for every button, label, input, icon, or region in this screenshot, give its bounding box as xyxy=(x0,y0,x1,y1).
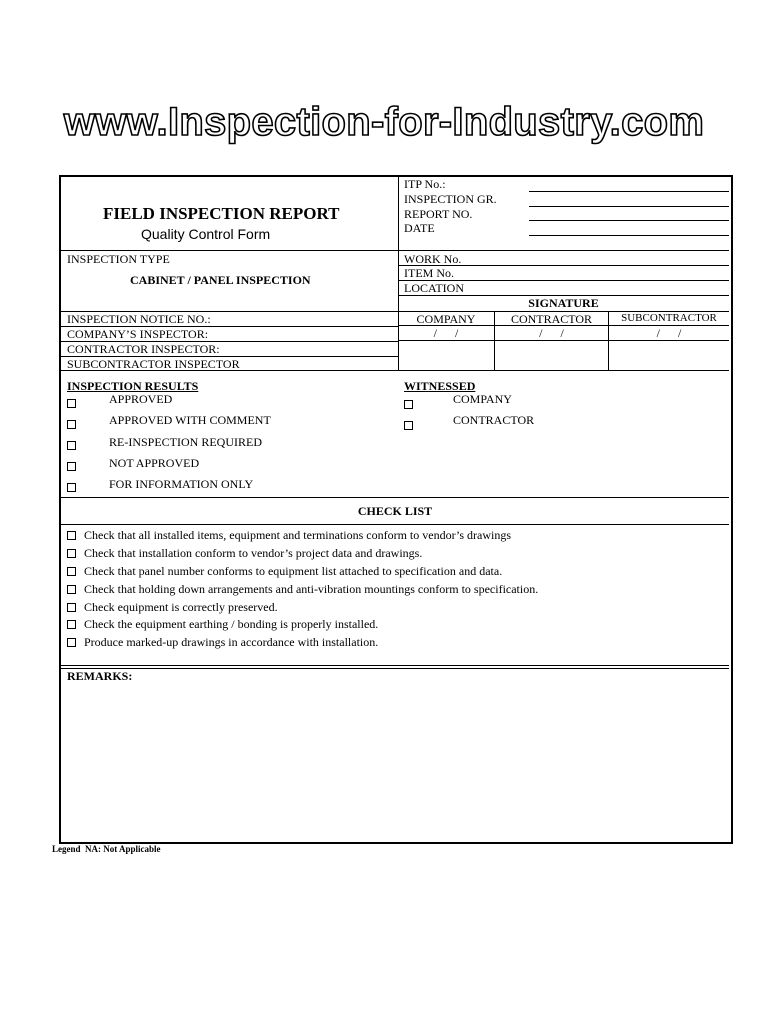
inspection-results-label: INSPECTION RESULTS xyxy=(67,379,199,393)
signature-divider-1 xyxy=(494,311,495,370)
signature-col-contractor: CONTRACTOR xyxy=(510,312,593,326)
signature-label: SIGNATURE xyxy=(528,296,599,310)
approved-label: APPROVED xyxy=(109,392,173,406)
checklist-item-7: Produce marked-up drawings in accordance with installation. xyxy=(84,635,379,649)
subcontractor-inspector-label: SUBCONTRACTOR INSPECTOR xyxy=(67,357,240,371)
checklist-top-line xyxy=(61,497,729,498)
form-title: FIELD INSPECTION REPORT xyxy=(103,204,340,223)
inspector-line-3 xyxy=(61,356,398,357)
company-signature-box[interactable] xyxy=(399,341,493,369)
inspector-line-1 xyxy=(61,326,398,327)
item-no-label: ITEM No. xyxy=(404,266,454,280)
checklist-checkbox-3[interactable] xyxy=(67,567,76,576)
approved-with-comment-checkbox[interactable] xyxy=(67,420,76,429)
location-label: LOCATION xyxy=(404,281,464,295)
subcontractor-signature-box[interactable] xyxy=(610,341,728,369)
witnessed-contractor-label: CONTRACTOR xyxy=(453,413,535,427)
remarks-area[interactable] xyxy=(62,686,728,838)
witnessed-company-checkbox[interactable] xyxy=(404,400,413,409)
work-no-label: WORK No. xyxy=(404,252,462,266)
for-information-label: FOR INFORMATION ONLY xyxy=(109,477,254,491)
checklist-header-line xyxy=(61,524,729,525)
checklist-checkbox-6[interactable] xyxy=(67,620,76,629)
approved-checkbox[interactable] xyxy=(67,399,76,408)
website-banner: www.Inspection-for-Industry.com xyxy=(63,100,705,144)
date-field[interactable] xyxy=(529,235,729,236)
signature-divider-2 xyxy=(608,311,609,370)
company-sign-date[interactable]: / / xyxy=(433,326,459,340)
remarks-top-line-1 xyxy=(61,665,729,666)
results-top-line xyxy=(61,370,729,371)
re-inspection-label: RE-INSPECTION REQUIRED xyxy=(109,435,262,449)
item-no-line xyxy=(398,280,729,281)
date-label: DATE xyxy=(404,221,435,235)
checklist-label: CHECK LIST xyxy=(357,504,433,518)
remarks-top-line-2 xyxy=(61,668,729,669)
checklist-item-2: Check that installation conform to vendor’s project data and drawings. xyxy=(84,546,423,560)
inspection-notice-label: INSPECTION NOTICE NO.: xyxy=(67,312,211,326)
checklist-item-5: Check equipment is correctly preserved. xyxy=(84,600,278,614)
inspector-line-2 xyxy=(61,341,398,342)
report-no-label: REPORT NO. xyxy=(404,207,473,221)
inspection-gr-field[interactable] xyxy=(529,206,729,207)
checklist-checkbox-1[interactable] xyxy=(67,531,76,540)
contractor-signature-box[interactable] xyxy=(496,341,607,369)
checklist-checkbox-2[interactable] xyxy=(67,549,76,558)
work-no-line xyxy=(398,265,729,266)
checklist-item-3: Check that panel number conforms to equipment list attached to specification and data. xyxy=(84,564,503,578)
company-inspector-label: COMPANY’S INSPECTOR: xyxy=(67,327,209,341)
checklist-checkbox-7[interactable] xyxy=(67,638,76,647)
subcontractor-sign-date[interactable]: / / xyxy=(656,326,682,340)
re-inspection-checkbox[interactable] xyxy=(67,441,76,450)
witnessed-company-label: COMPANY xyxy=(453,392,512,406)
approved-with-comment-label: APPROVED WITH COMMENT xyxy=(109,413,271,427)
not-approved-checkbox[interactable] xyxy=(67,462,76,471)
form-subtitle: Quality Control Form xyxy=(141,226,271,242)
inspection-gr-label: INSPECTION GR. xyxy=(404,192,497,206)
itp-no-label: ITP No.: xyxy=(404,177,446,191)
for-information-checkbox[interactable] xyxy=(67,483,76,492)
signature-col-company: COMPANY xyxy=(416,312,476,326)
inspection-type-value: CABINET / PANEL INSPECTION xyxy=(130,273,311,287)
checklist-checkbox-4[interactable] xyxy=(67,585,76,594)
contractor-inspector-label: CONTRACTOR INSPECTOR: xyxy=(67,342,220,356)
itp-no-field[interactable] xyxy=(529,191,729,192)
header-bottom-line xyxy=(61,250,729,251)
witnessed-label: WITNESSED xyxy=(404,379,476,393)
not-approved-label: NOT APPROVED xyxy=(109,456,200,470)
contractor-sign-date[interactable]: / / xyxy=(539,326,564,340)
checklist-item-6: Check the equipment earthing / bonding is properly installed. xyxy=(84,617,379,631)
witnessed-contractor-checkbox[interactable] xyxy=(404,421,413,430)
checklist-item-1: Check that all installed items, equipment and terminations conform to vendor’s drawings xyxy=(84,528,512,542)
remarks-label: REMARKS: xyxy=(67,669,133,683)
inspection-type-label: INSPECTION TYPE xyxy=(67,252,170,266)
checklist-checkbox-5[interactable] xyxy=(67,603,76,612)
checklist-item-4: Check that holding down arrangements and anti-vibration mountings conform to specification. xyxy=(84,582,539,596)
signature-col-subcontractor: SUBCONTRACTOR xyxy=(621,312,717,324)
legend-note: Legend NA: Not Applicable xyxy=(52,844,161,854)
report-no-field[interactable] xyxy=(529,220,729,221)
